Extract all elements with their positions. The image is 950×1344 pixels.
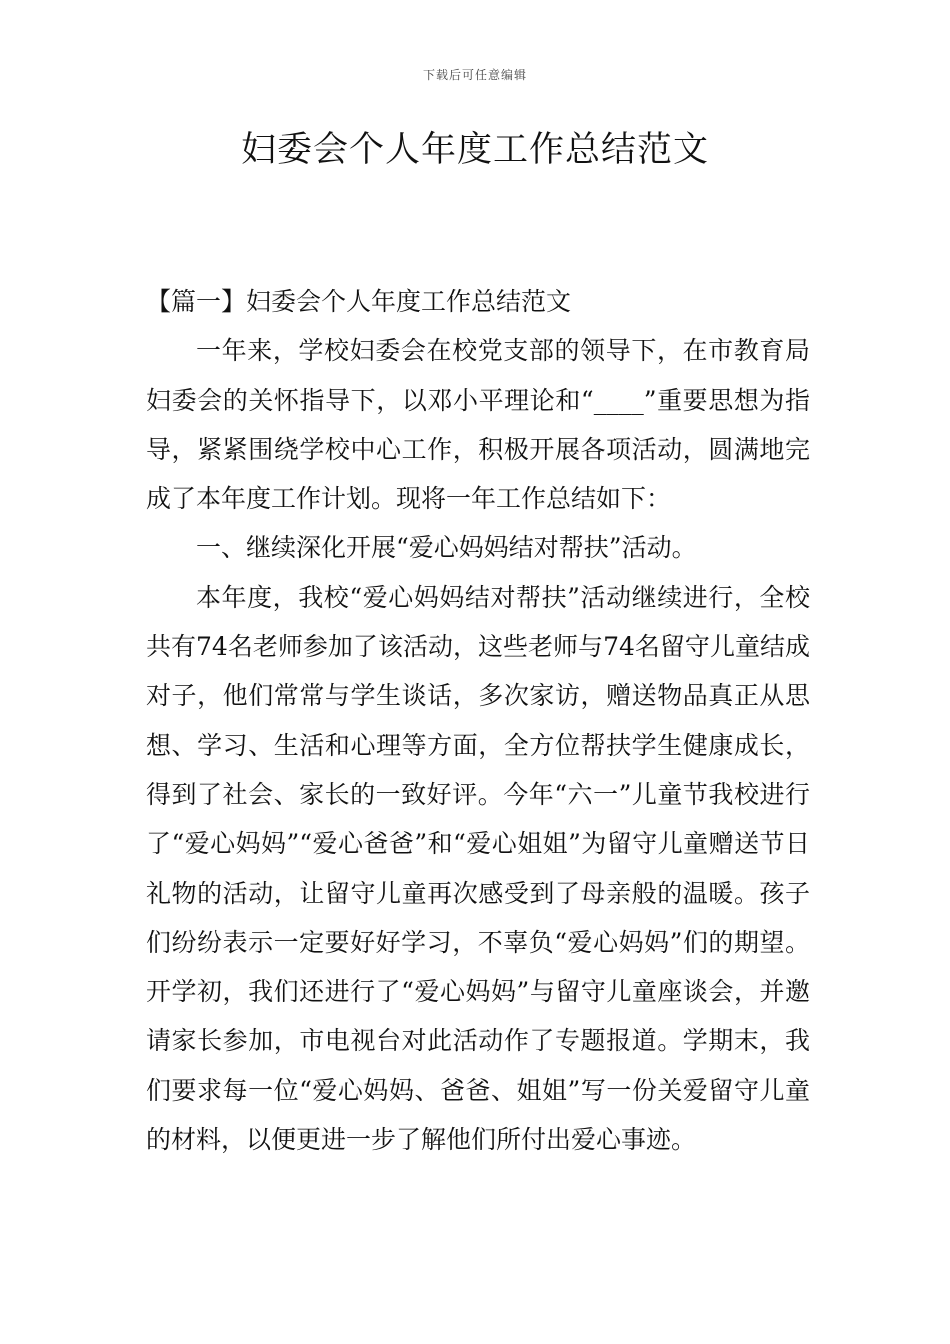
paragraph-subheading: 一、继续深化开展“爱心妈妈结对帮扶”活动。 [196,533,697,563]
document-body [146,277,810,1164]
paragraph-intro: 一年来，学校妇委会在校党支部的领导下，在市教育局妇委会的关怀指导下，以邓小平理论和“____”重要思想为指导，紧紧围绕学校中心工作，积极开展各项活动，圆满地完成了本年度工作计划。现将一年工作总结如下： [146,336,810,514]
document-title: 妇委会个人年度工作总结范文 [240,130,709,170]
paragraph-activity: 本年度，我校“爱心妈妈结对帮扶”活动继续进行，全校共有74名老师参加了该活动，这些老师与74名留守儿童结成对子，他们常常与学生谈话，多次家访，赠送物品真正从思想、学习、生活和心理等方面，全方位帮扶学生健康成长，得到了社会、家长的一致好评。今年“六一”儿童节我校进行了“爱心妈妈”“爱心爸爸”和“爱心姐姐”为留守儿童赠送节日礼物的活动，让留守儿童再次感受到了母亲般的温暖。孩子们纷纷表示一定要好好学习，不辜负“爱心妈妈”们的期望。开学初，我们还进行了“爱心妈妈”与留守儿童座谈会，并邀请家长参加，市电视台对此活动作了专题报道。学期末，我们要求每一位“爱心妈妈、爸爸、姐姐”写一份关爱留守儿童的材料，以便更进一步了解他们所付出爱心事迹。 [146,582,810,1155]
header-note: 下载后可任意编辑 [422,68,527,82]
section-heading: 【篇一】妇委会个人年度工作总结范文 [146,287,572,316]
